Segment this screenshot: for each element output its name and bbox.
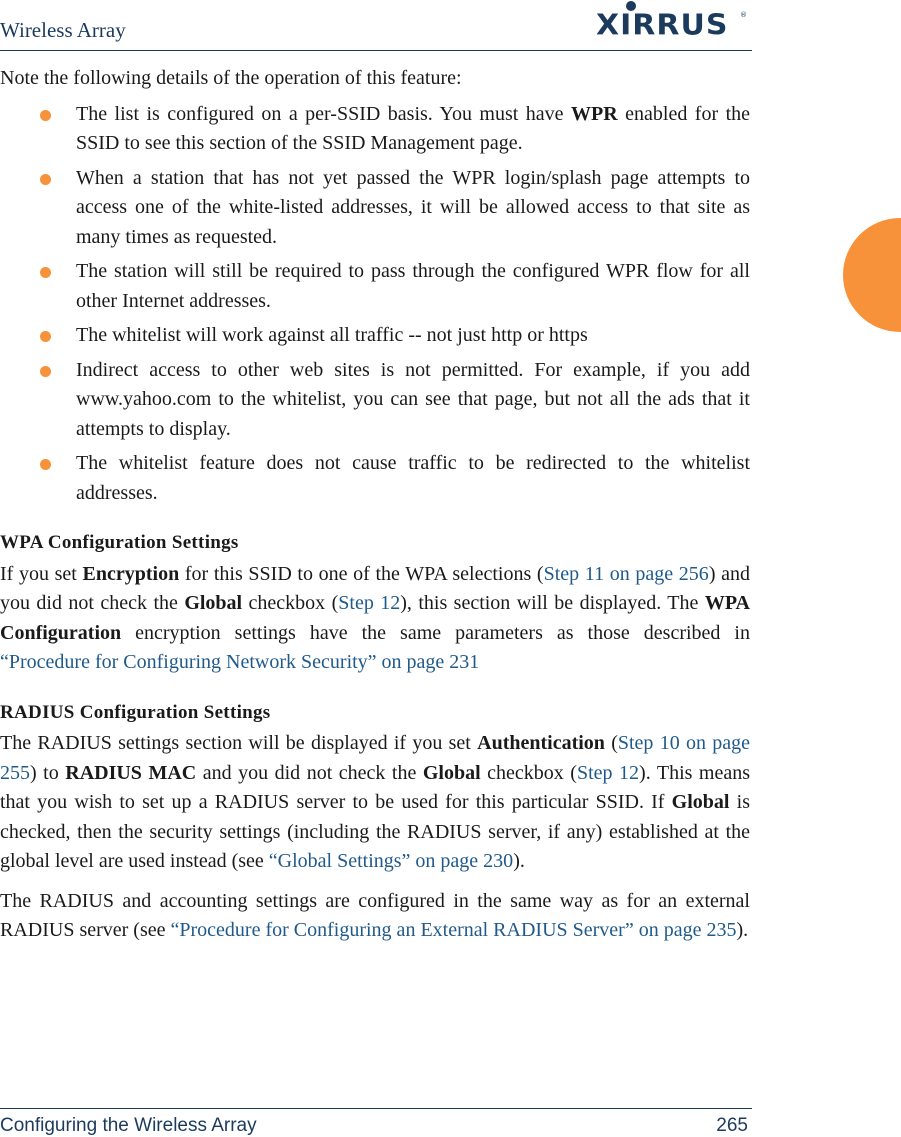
bullet-icon (40, 459, 51, 470)
list-item: The whitelist feature does not cause traffic to be redirected to the whitelist addresses. (0, 449, 750, 508)
page-number: 265 (716, 1115, 748, 1136)
logo-text: XIRRUS (596, 8, 729, 43)
link-external-radius-procedure[interactable]: “Procedure for Configuring an External RADIUS Server” on page 235 (170, 919, 737, 941)
list-item: When a station that has not yet passed the WPR login/splash page attempts to access one of the white-listed addresses, it will be allowed access to that site as many times as requested. (0, 164, 750, 253)
bullet-icon (40, 174, 51, 185)
link-global-settings[interactable]: “Global Settings” on page 230 (268, 850, 514, 872)
list-item: The whitelist will work against all traffic -- not just http or https (0, 321, 750, 351)
list-item: Indirect access to other web sites is not permitted. For example, if you add www.yahoo.com to the whitelist, you can see that page, but not all the ads that it attempts to display. (0, 356, 750, 445)
radius-heading: RADIUS Configuration Settings (0, 701, 271, 723)
page-footer (0, 1108, 752, 1136)
wpa-paragraph: If you set Encryption for this SSID to one of the WPA selections (Step 11 on page 256) and you did not check the Global checkbox (Step 12), this section will be displayed. The WPA Configuration encryption settings have the same parameters as those described in “Procedure for Configuring Network Security” on page 231 (0, 562, 751, 673)
list-item: The station will still be required to pass through the configured WPR flow for all other Internet addresses. (0, 257, 750, 316)
link-network-security-procedure[interactable]: “Procedure for Configuring Network Security” on page 231 (0, 651, 480, 673)
feature-notes-list (0, 100, 750, 509)
logo-registered-mark: ® (740, 11, 747, 19)
link-step-10[interactable]: Step 10 on page 255 (0, 732, 750, 784)
xirrus-logo (596, 1, 748, 43)
bullet-icon (40, 110, 51, 121)
list-item: The list is configured on a per-SSID basis. You must have WPR enabled for the SSID to see this section of the SSID Management page. (0, 100, 750, 159)
footer-chapter-title: Configuring the Wireless Array (0, 1115, 257, 1136)
intro-paragraph: Note the following details of the operation of this feature: (0, 67, 462, 89)
bullet-icon (40, 366, 51, 377)
page-header (0, 0, 752, 51)
link-step-12[interactable]: Step 12 (338, 592, 401, 614)
page-content (0, 64, 750, 946)
header-title: Wireless Array (0, 18, 126, 42)
link-step-11[interactable]: Step 11 on page 256 (543, 562, 709, 585)
radius-accounting-paragraph: The RADIUS and accounting settings are configured in the same way as for an external RADIUS server (see “Procedure for Configuring an External RADIUS Server” on page 235). (0, 889, 750, 941)
radius-paragraph: The RADIUS settings section will be displayed if you set Authentication (Step 10 on page 255) to RADIUS MAC and you did not check the Global checkbox (Step 12). This means that you wish to set up a RADIUS server to be used for this particular SSID. If Global is checked, then the security settings (including the RADIUS server, if any) established at the global level are used instead (see “Global Settings” on page 230). (0, 732, 751, 872)
link-step-12[interactable]: Step 12 (576, 761, 640, 784)
chapter-tab (843, 218, 901, 332)
wpa-heading: WPA Configuration Settings (0, 532, 239, 553)
bullet-icon (40, 331, 51, 342)
bullet-icon (40, 267, 51, 278)
